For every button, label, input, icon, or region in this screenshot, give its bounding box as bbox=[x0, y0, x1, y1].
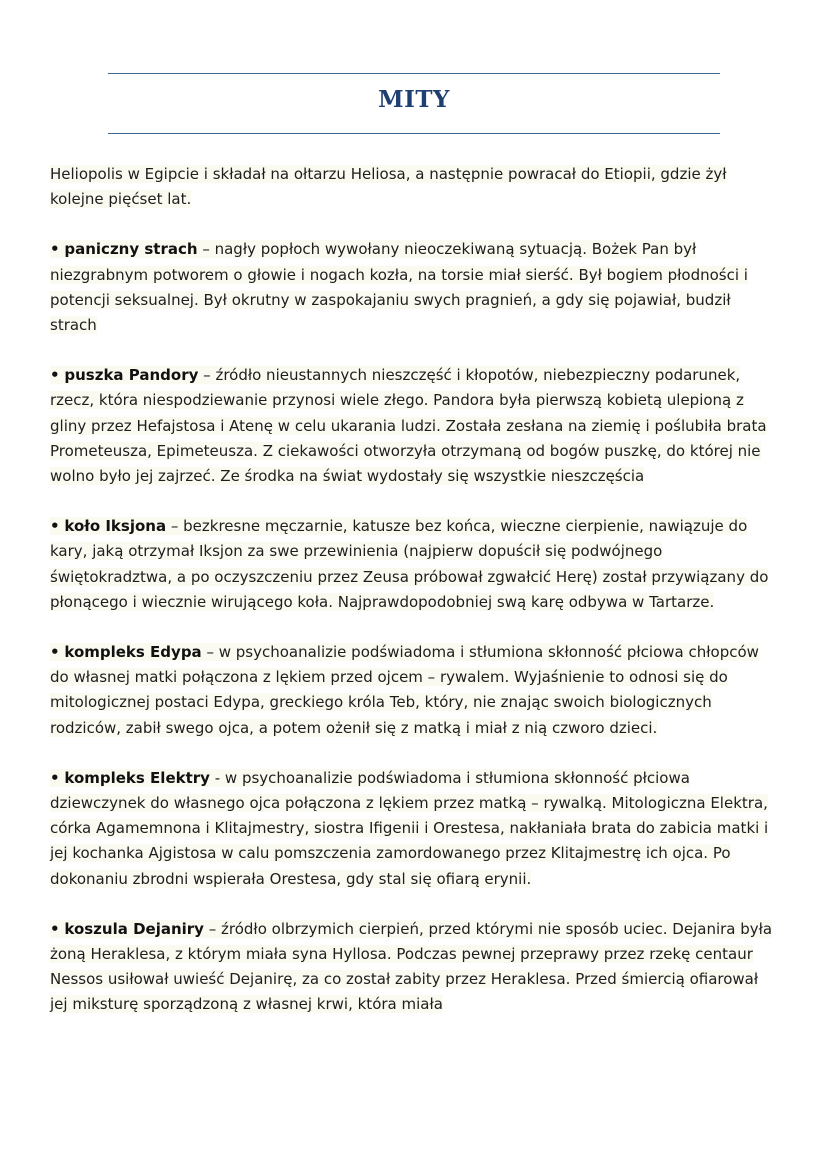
entry-term: kompleks Elektry bbox=[64, 768, 210, 787]
intro-paragraph bbox=[50, 162, 780, 212]
entry-definition: - w psychoanalizie podświadoma i stłumiona skłonność płciowa dziewczynek do własnego ojca połączona z lękiem przez matką – rywalką. Mitologiczna Elektra, córka Agamemnona i Klitajmestry, siostra Ifigenii i Orestesa, nakłaniała brata do zabicia matki i jej kochanka Ajgistosa w calu pomszczenia zamordowanego przez Klitajmestrę ich ojca. Po dokonaniu zbrodni wspierała Orestesa, gdy stal się ofiarą erynii. bbox=[50, 768, 769, 888]
entry-definition: – nagły popłoch wywołany nieoczekiwaną sytuacją. Bożek Pan był niezgrabnym potworem o głowie i nogach kozła, na torsie miał sierść. Był bogiem płodności i potencji seksualnej. Był okrutny w zaspokajaniu swych pragnień, a gdy się pojawiał, budził strach bbox=[50, 240, 748, 335]
entry-puszka-pandory bbox=[50, 363, 780, 489]
entry-term: koszula Dejaniry bbox=[64, 919, 204, 938]
entry-definition: – bezkresne męczarnie, katusze bez końca, wieczne cierpienie, nawiązuje do kary, jaką otrzymał Iksjon za swe przewinienia (najpierw dopuścił się podwójnego świętokradztwa, a po oczyszczeniu przez Zeusa próbował zgwałcić Herę) został przywiązany do płonącego i wiecznie wirującego koła. Najprawdopodobniej swą karę odbywa w Tartarze. bbox=[50, 517, 769, 611]
entry-definition: – źródło olbrzymich cierpień, przed którymi nie sposób uciec. Dejanira była żoną Heraklesa, z którym miała syna Hyllosa. Podczas pewnej przeprawy przez rzekę centaur Nessos usiłował uwieść Dejanirę, za co został zabity przez Heraklesa. Przed śmiercią ofiarował jej miksturę sporządzoną z własnej krwi, która miała bbox=[50, 919, 773, 1014]
entry-term: paniczny strach bbox=[64, 240, 198, 259]
title-rule-bottom bbox=[108, 133, 720, 134]
entry-definition: – źródło nieustannych nieszczęść i kłopotów, niebezpieczny podarunek, rzecz, która niespodziewanie przynosi wiele złego. Pandora była pierwszą kobietą ulepioną z gliny przez Hefajstosa i Atenę w celu ukarania ludzi. Została zesłana na ziemię i poślubiła brata Prometeusza, Epimeteusza. Z ciekawości otworzyła otrzymaną od bogów puszkę, do której nie wolno było jej zajrzeć. Ze środka na świat wydostały się wszystkie nieszczęścia bbox=[50, 366, 767, 486]
entry-definition: – w psychoanalizie podświadoma i stłumiona skłonność płciowa chłopców do własnej matki połączona z lękiem przed ojcem – rywalem. Wyjaśnienie to odnosi się do mitologicznej postaci Edypa, greckiego króla Teb, który, nie znając swoich biologicznych rodziców, zabił swego ojca, a potem ożenił się z matką i miał z nią czworo dzieci. bbox=[50, 643, 759, 737]
entry-bullet: • bbox=[50, 366, 60, 385]
entry-kompleks-edypa bbox=[50, 640, 780, 741]
title-rule-top bbox=[108, 73, 720, 74]
entry-kompleks-elektry bbox=[50, 766, 780, 892]
page-title: MITY bbox=[378, 86, 450, 113]
entry-bullet: • bbox=[50, 517, 60, 536]
entry-bullet: • bbox=[50, 768, 60, 787]
document-body bbox=[50, 162, 780, 1043]
entry-bullet: • bbox=[50, 643, 60, 662]
entry-koszula-dejaniry bbox=[50, 917, 780, 1018]
entry-bullet: • bbox=[50, 919, 60, 938]
intro-text: Heliopolis w Egipcie i składał na ołtarzu Heliosa, a następnie powracał do Etiopii, gdzie żył kolejne pięćset lat. bbox=[50, 165, 727, 209]
entry-paniczny-strach bbox=[50, 237, 780, 338]
entry-term: kompleks Edypa bbox=[64, 643, 202, 662]
entry-kolo-iksjona bbox=[50, 514, 780, 615]
entry-bullet: • bbox=[50, 240, 60, 259]
entry-term: koło Iksjona bbox=[64, 517, 167, 536]
entry-term: puszka Pandory bbox=[64, 366, 199, 385]
